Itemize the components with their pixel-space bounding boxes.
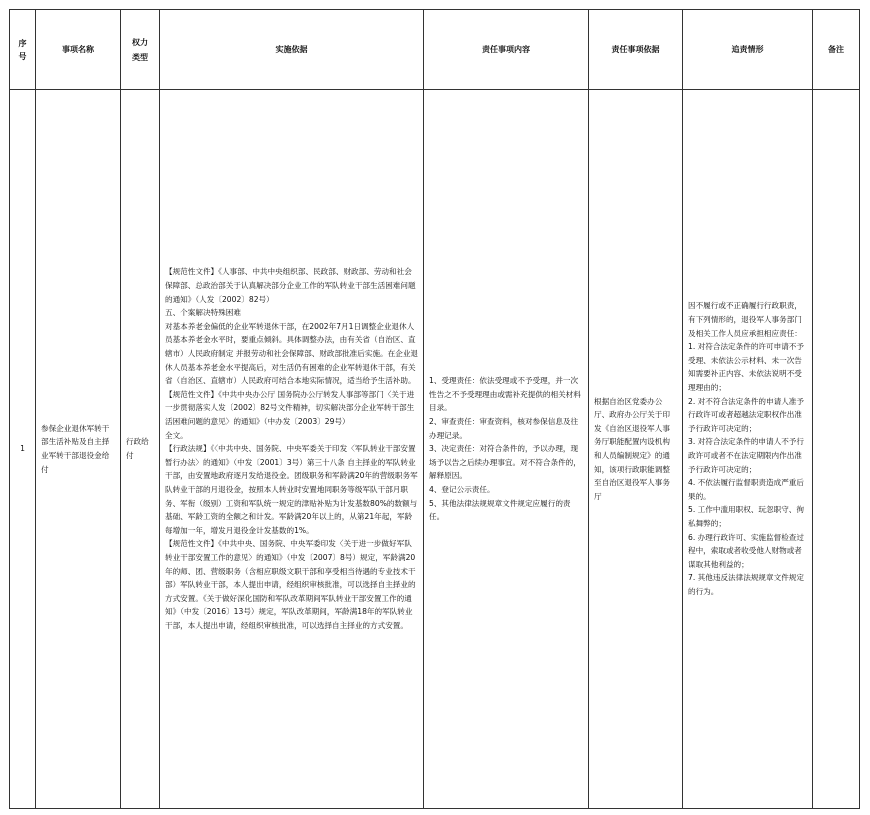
accountability-item: 3. 对符合法定条件的申请人不予行政许可或者不在法定期限内作出准予行政许可决定的；	[688, 437, 804, 474]
accountability-item: 6. 办理行政许可、实施监督检查过程中，索取或者收受他人财物或者谋取其他利益的；	[688, 532, 804, 569]
header-accountability: 追责情形	[683, 10, 813, 90]
duty-item: 1、受理责任：依法受理或不予受理，并一次性告之不予受理理由或需补充提供的相关材料目录。	[429, 376, 581, 413]
accountability-item: 5. 工作中滥用职权、玩忽职守、徇私舞弊的；	[688, 505, 804, 528]
header-basis: 实施依据	[160, 10, 424, 90]
header-seq	[10, 10, 36, 90]
accountability-item: 1. 对符合法定条件的许可申请不予受理、未依法公示材料、未一次告知需要补正内容、未依法说明不受理理由的；	[688, 342, 804, 393]
duty-item: 2、审查责任：审查资料，核对参保信息及往办理记录。	[429, 417, 579, 440]
duty-item: 4、登记公示责任。	[429, 484, 495, 494]
cell-seq: 1	[10, 90, 36, 809]
basis-paragraph: 【规范性文件】《中共中央办公厅 国务院办公厅转发人事部等部门〈关于进一步贯彻落实人发〔2002〕82号文件精神，切实解决部分企业军转干部生活困难问题的意见〉的通知》（中办发〔2003〕29号）	[165, 389, 415, 427]
accountability-item: 2. 对不符合法定条件的申请人准予行政许可或者超越法定职权作出准予行政许可决定的；	[688, 396, 804, 433]
basis-paragraph: 【规范性文件】《中共中央、国务院、中央军委印发〈关于进一步做好军队转业干部安置工作的意见〉的通知》（中发〔2007〕8号）规定，军龄满20年的师、团、营级职务（含相应职级文职干部和享受相当待遇的专业技术干部）军队转业干部，本人提出申请，经组织审核批准，可以选择自主择业的方式安置。《关于做好深化国防和军队改革期间军队转业干部安置工作的通知》（中发〔2016〕13号）规定，军队改革期间，军龄满18年的军队转业干部，本人提出申请，经组织审核批准，可以选择自主择业的方式安置。	[165, 539, 416, 630]
cell-basis	[160, 90, 424, 809]
duty-item: 3、决定责任：对符合条件的，予以办理，现场予以告之后续办理事宜。对不符合条件的，解释原因。	[429, 444, 581, 481]
cell-duty-basis: 根据自治区党委办公厅、政府办公厅关于印发《自治区退役军人事务厅职能配置内设机构和人员编制规定》的通知，该项行政职能调整至自治区退役军人事务厅	[589, 90, 683, 809]
power-list-table	[9, 9, 860, 809]
cell-name: 参保企业退休军转干部生活补贴及自主择业军转干部退役金给付	[36, 90, 121, 809]
cell-type: 行政给付	[121, 90, 160, 809]
header-type	[121, 10, 160, 90]
basis-paragraph: 全文。	[165, 430, 188, 440]
basis-paragraph: 【行政法规】《〈中共中央、国务院、中央军委关于印发〈军队转业干部安置暂行办法〉的通知》（中发〔2001〕3号）第三十八条 自主择业的军队转业干部，由安置地政府逐月发给退役金。团级职务和军龄满20年的营级职务军队转业干部的月退役金，按照本人转业时安置地同职务等级军队干部月职务、军衔（级别）工资和军队统一规定的津贴补贴为计发基数80%的数额与基础、军龄工资的全额之和计发。军龄满20年以上的，从第21年起，军龄每增加一年，增发月退役金计发基数的1%。	[165, 444, 418, 535]
cell-accountability	[683, 90, 813, 809]
header-duty-basis: 责任事项依据	[589, 10, 683, 90]
basis-paragraph: 对基本养老金偏低的企业军转退休干部，在2002年7月1日调整企业退休人员基本养老金水平时，要重点倾斜。具体调整办法，由有关省（自治区、直辖市）人民政府制定 并报劳动和社会保障部、财政部批准后实施。在企业退休人员基本养老金水平提高后，对生活仍有困难的企业军转退休干部，有关省（自治区、直辖市）人民政府可结合本地实际情况，适当给予生活补助。	[165, 321, 419, 386]
header-type-label: 权力类型	[132, 37, 148, 62]
header-remark: 备注	[813, 10, 860, 90]
header-row	[10, 10, 860, 90]
accountability-item: 4. 不依法履行监督职责造成严重后果的。	[688, 478, 804, 501]
accountability-item: 7. 其他违反法律法规规章文件规定的行为。	[688, 573, 804, 596]
data-row	[10, 90, 860, 809]
header-name: 事项名称	[36, 10, 121, 90]
basis-paragraph: 五、个案解决特殊困难	[165, 308, 241, 318]
accountability-item: 因不履行或不正确履行行政职责，有下列情形的，退役军人事务部门及相关工作人员应承担相应责任：	[688, 301, 802, 338]
header-duty: 责任事项内容	[424, 10, 589, 90]
cell-remark	[813, 90, 860, 809]
duty-item: 5、其他法律法规规章文件规定应履行的责任。	[429, 498, 571, 522]
header-seq-label: 序号	[18, 38, 27, 61]
basis-paragraph: 【规范性文件】《人事部、中共中央组织部、民政部、财政部、劳动和社会保障部、总政治部关于认真解决部分企业工作的军队转业干部生活困难问题的通知》（人发〔2002〕82号）	[165, 267, 416, 304]
cell-duty	[424, 90, 589, 809]
